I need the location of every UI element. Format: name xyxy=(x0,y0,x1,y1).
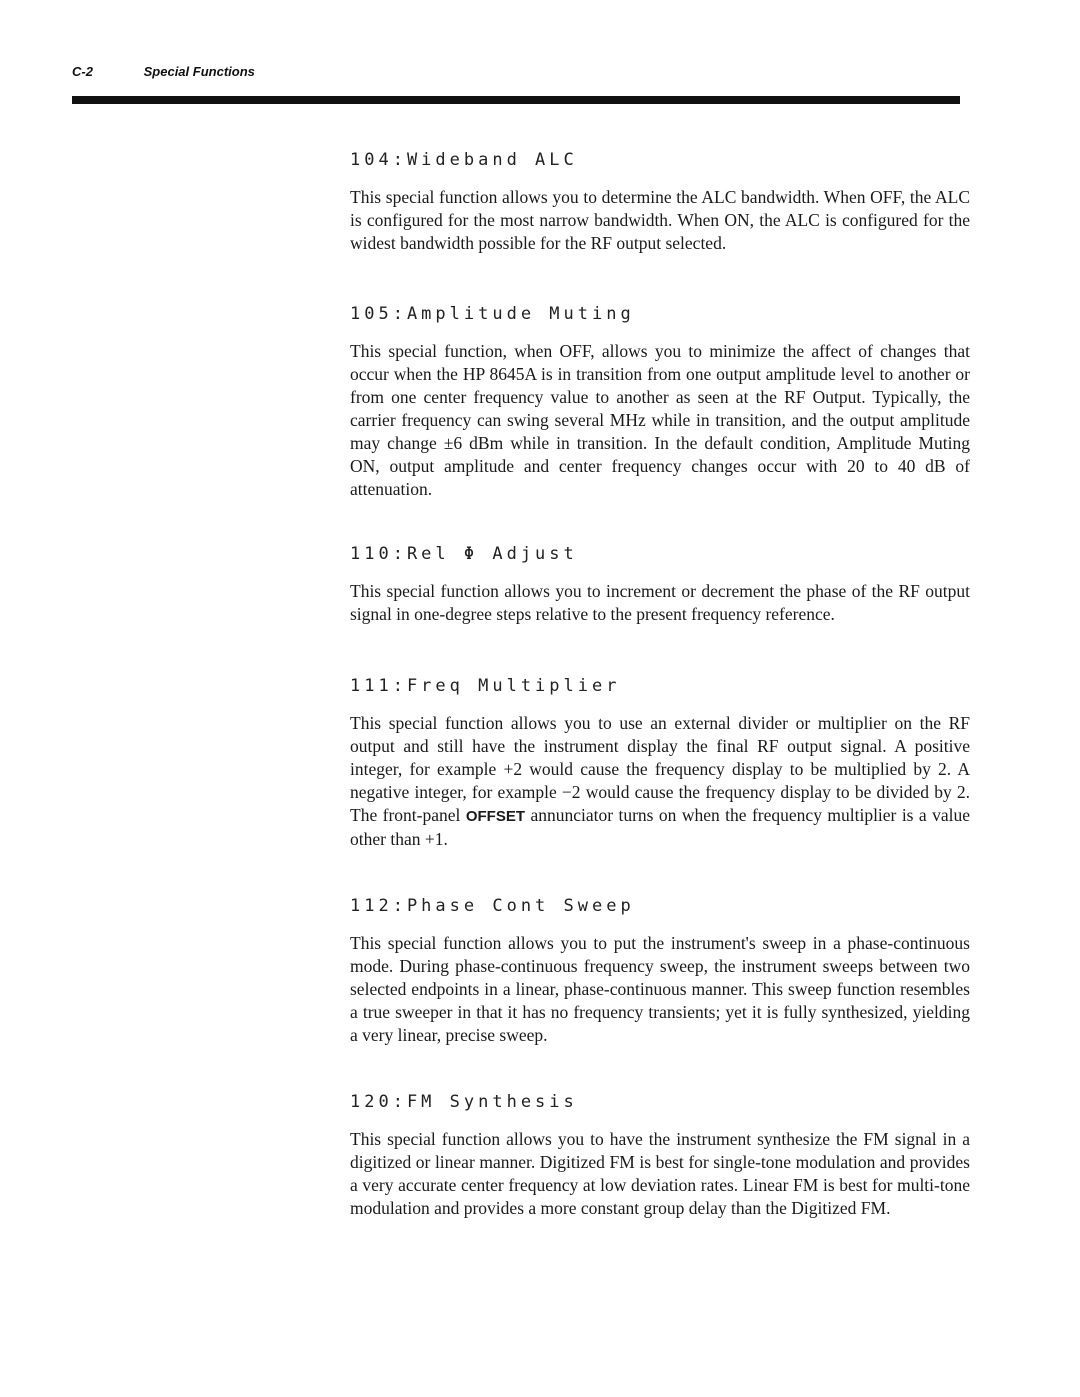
section-body: This special function allows you to determine the ALC bandwidth. When OFF, the ALC is configured for the most narrow bandwidth. When ON, the ALC is configured for the widest bandwidth possible for the RF output selected. xyxy=(350,187,970,253)
section-105-amplitude-muting xyxy=(350,304,970,501)
section-body-text: annunciator turns on when the frequency multiplier is a value other than +1. xyxy=(350,805,971,849)
section-title: 105:Amplitude Muting xyxy=(350,304,635,324)
section-title: 104:Wideband ALC xyxy=(350,150,578,170)
section-112-phase-cont-sweep xyxy=(350,896,970,1047)
section-111-freq-multiplier xyxy=(350,676,970,851)
section-120-fm-synthesis xyxy=(350,1092,970,1220)
chapter-title: Special Functions xyxy=(143,64,255,79)
section-title: 120:FM Synthesis xyxy=(350,1092,578,1112)
section-title: 112:Phase Cont Sweep xyxy=(350,896,635,916)
section-104-wideband-alc xyxy=(350,150,970,255)
section-body-text: This special function allows you to use an external divider or multiplier on the RF output and still have the instrument display the final RF output signal. A positive integer, for example +2 would cause the frequency display to be multiplied by 2. A negative integer, for example −2 would cause the frequency display to be divided by 2. The front-panel xyxy=(350,713,970,825)
section-110-rel-phase-adjust xyxy=(350,544,970,626)
section-body: This special function allows you to increment or decrement the phase of the RF output signal in one-degree steps relative to the present frequency reference. xyxy=(350,581,970,624)
section-body xyxy=(350,712,970,851)
section-body: This special function, when OFF, allows you to minimize the affect of changes that occur when the HP 8645A is in transition from one output amplitude level to another or from one center frequency value to another as seen at the RF Output. Typically, the carrier frequency can swing several MHz while in transition, and the output amplitude may change ±6 dBm while in transition. In the default condition, Amplitude Muting ON, output amplitude and center frequency changes occur with 20 to 40 dB of attenuation. xyxy=(350,341,970,499)
section-title: 110:Rel Φ Adjust xyxy=(350,544,578,564)
page-number: C-2 xyxy=(72,64,93,79)
page-header xyxy=(72,64,255,79)
header-rule xyxy=(72,96,960,104)
section-title: 111:Freq Multiplier xyxy=(350,676,621,696)
offset-annunciator-label: OFFSET xyxy=(465,808,525,825)
section-body: This special function allows you to put the instrument's sweep in a phase-continuous mode. During phase-continuous frequency sweep, the instrument sweeps between two selected endpoints in a linear, phase-continuous manner. This sweep function resembles a true sweeper in that it has no frequency transients; yet it is fully synthesized, yielding a very linear, precise sweep. xyxy=(350,933,970,1045)
section-body: This special function allows you to have the instrument synthesize the FM signal in a digitized or linear manner. Digitized FM is best for single-tone modulation and provides a very accurate center frequency at low deviation rates. Linear FM is best for multi-tone modulation and provides a more constant group delay than the Digitized FM. xyxy=(350,1129,970,1218)
